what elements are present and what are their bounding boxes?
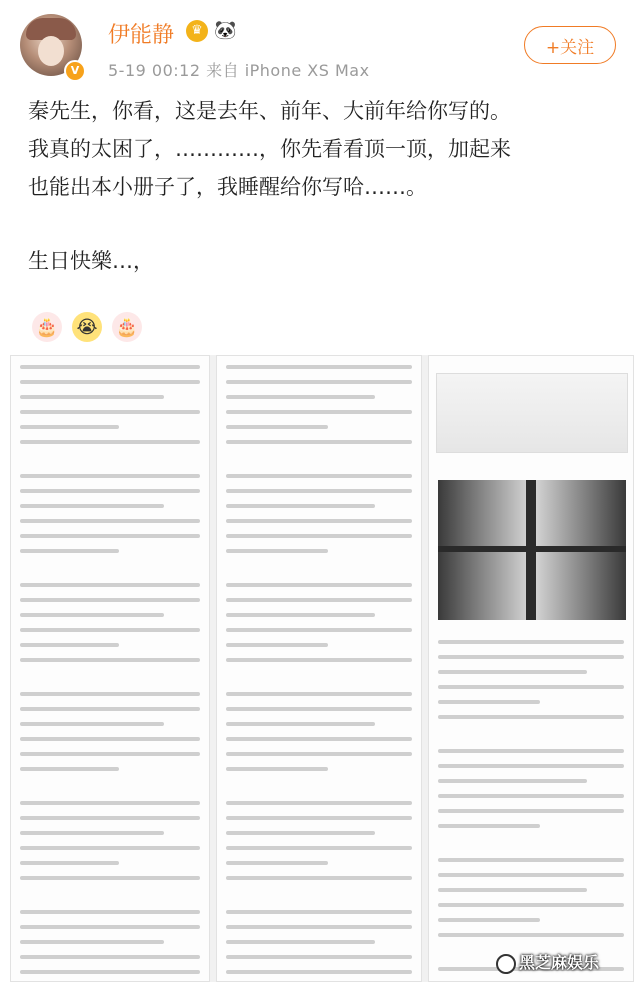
letter-text-line [20, 910, 200, 914]
letter-text-line [226, 643, 328, 647]
letter-text-line [20, 534, 200, 538]
letter-text-lines [226, 365, 412, 972]
letter-text-line [438, 809, 624, 813]
letter-text-line [20, 504, 164, 508]
letter-text-line [438, 715, 624, 719]
letter-text-line [438, 839, 624, 847]
letter-text-line [20, 782, 200, 790]
letter-text-line [226, 910, 412, 914]
letter-text-line [438, 933, 624, 937]
post-line: 生日快樂…， [28, 249, 154, 273]
letter-text-line [20, 549, 119, 553]
letter-text-line [20, 801, 200, 805]
letter-text-line [226, 474, 412, 478]
letter-text-line [226, 707, 412, 711]
letter-text-line [226, 425, 328, 429]
letter-text-line [20, 955, 200, 959]
letter-text-line [20, 519, 200, 523]
letter-text-line [20, 628, 200, 632]
letter-text-line [438, 873, 624, 877]
follow-button[interactable]: +关注 [524, 26, 616, 64]
letter-text-line [20, 816, 200, 820]
letter-text-line [20, 752, 200, 756]
letter-text-line [226, 782, 412, 790]
letter-text-line [226, 673, 412, 681]
letter-text-line [20, 722, 164, 726]
letter-page-2[interactable] [216, 355, 422, 982]
letter-text-line [438, 640, 624, 644]
letter-text-line [20, 861, 119, 865]
post-timestamp: 5-19 00:12 [108, 61, 201, 80]
letter-text-line [226, 816, 412, 820]
letter-text-line [438, 764, 624, 768]
letter-text-line [20, 365, 200, 369]
letter-text-line [226, 613, 375, 617]
avatar-face [38, 36, 64, 66]
letter-text-line [226, 598, 412, 602]
letter-text-line [226, 440, 412, 444]
watermark-logo-icon [496, 954, 516, 974]
letter-text-line [438, 670, 587, 674]
letter-text-line [438, 794, 624, 798]
letter-text-line [226, 925, 412, 929]
letter-text-line [438, 779, 587, 783]
letter-text-line [226, 410, 412, 414]
letter-text-line [20, 737, 200, 741]
post-source: 来自 iPhone XS Max [206, 61, 370, 80]
letter-text-line [226, 955, 412, 959]
letter-text-line [226, 583, 412, 587]
letter-text-line [226, 752, 412, 756]
letter-text-line [226, 504, 375, 508]
letter-text-line [226, 722, 375, 726]
crown-icon: ♛ [186, 20, 208, 42]
image-collage[interactable] [10, 355, 634, 982]
letter-text-line [226, 534, 412, 538]
letter-text-line [20, 474, 200, 478]
letter-text-line [20, 846, 200, 850]
letter-text-line [438, 918, 540, 922]
letter-text-line [438, 685, 624, 689]
letter-text-line [226, 767, 328, 771]
window-photo [438, 480, 626, 620]
letter-text-line [20, 583, 200, 587]
birthday-cake-icon: 🎂 [112, 312, 142, 342]
letter-text-line [226, 846, 412, 850]
user-name[interactable]: 伊能静 [108, 23, 175, 48]
letter-text-line [226, 380, 412, 384]
letter-text-line [20, 425, 119, 429]
letter-page-3[interactable] [428, 355, 634, 982]
letter-text-line [226, 692, 412, 696]
crying-face-icon: 😭 [72, 312, 102, 342]
post-line: 我真的太困了，…………，你先看看顶一顶，加起来 [28, 137, 511, 161]
panda-icon: 🐼 [214, 20, 237, 41]
letter-text-line [20, 643, 119, 647]
letter-text-line [20, 673, 200, 681]
letter-text-line [20, 395, 164, 399]
letter-text-line [20, 767, 119, 771]
letter-text-line [20, 925, 200, 929]
letter-text-line [226, 365, 412, 369]
post-header [0, 0, 640, 88]
letter-text-line [438, 858, 624, 862]
letter-text-lines [438, 640, 624, 972]
letter-text-line [20, 380, 200, 384]
letter-text-line [226, 801, 412, 805]
letter-text-line [20, 564, 200, 572]
letter-text-line [20, 598, 200, 602]
letter-text-line [20, 410, 200, 414]
letter-text-line [226, 564, 412, 572]
letter-text-line [226, 628, 412, 632]
letter-text-line [438, 903, 624, 907]
letter-text-line [226, 395, 375, 399]
letter-text-line [226, 455, 412, 463]
letter-text-line [438, 730, 624, 738]
letter-text-line [226, 831, 375, 835]
sketch-photo [436, 373, 628, 453]
window-sill [438, 546, 626, 552]
letter-text-line [438, 888, 587, 892]
letter-text-line [20, 489, 200, 493]
letter-text-line [20, 940, 164, 944]
letter-text-line [438, 824, 540, 828]
letter-text-line [226, 861, 328, 865]
letter-text-line [226, 876, 412, 880]
letter-text-line [226, 658, 412, 662]
letter-text-line [438, 749, 624, 753]
letter-text-lines [20, 365, 200, 972]
letter-text-line [226, 891, 412, 899]
emoji-row [32, 312, 142, 342]
letter-text-line [438, 700, 540, 704]
letter-text-line [438, 655, 624, 659]
letter-page-1[interactable] [10, 355, 210, 982]
letter-text-line [20, 891, 200, 899]
letter-text-line [20, 876, 200, 880]
letter-text-line [20, 692, 200, 696]
post-meta [108, 58, 370, 81]
paragraph-gap [28, 206, 624, 242]
birthday-cake-icon: 🎂 [32, 312, 62, 342]
letter-text-line [226, 737, 412, 741]
letter-text-line [20, 658, 200, 662]
letter-text-line [226, 970, 412, 974]
letter-text-line [20, 831, 164, 835]
watermark-text: 黑芝麻娱乐 [519, 953, 600, 972]
letter-text-line [226, 940, 375, 944]
letter-text-line [20, 707, 200, 711]
letter-text-line [226, 489, 412, 493]
post-line: 也能出本小册子了，我睡醒给你写哈……。 [28, 175, 427, 199]
post-body [28, 92, 624, 280]
letter-text-line [226, 519, 412, 523]
letter-text-line [20, 440, 200, 444]
letter-text-line [20, 970, 200, 974]
letter-text-line [226, 549, 328, 553]
post-line: 秦先生，你看，这是去年、前年、大前年给你写的。 [28, 99, 511, 123]
letter-text-line [20, 613, 164, 617]
watermark [496, 950, 599, 974]
letter-text-line [20, 455, 200, 463]
verified-badge-icon: V [64, 60, 86, 82]
